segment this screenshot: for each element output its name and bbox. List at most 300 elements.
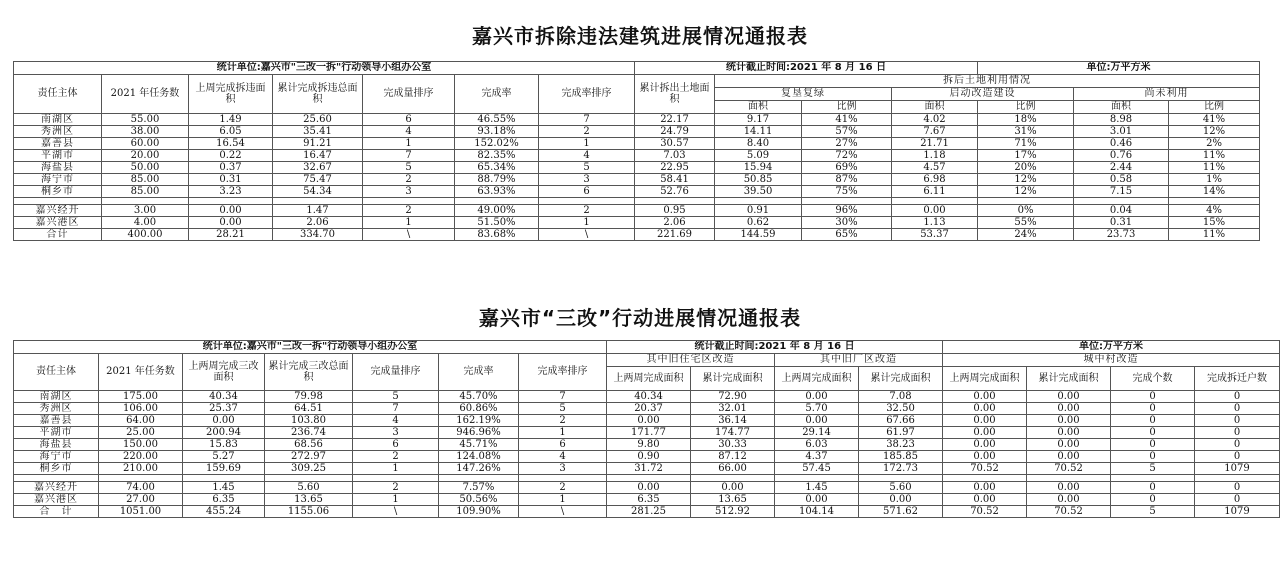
col-subject-header: 责任主体: [14, 75, 102, 114]
table-cell: 93.18%: [455, 126, 539, 138]
table-cell: 12%: [978, 174, 1074, 186]
table-cell: 0: [1195, 403, 1280, 415]
table-cell: 38.23: [859, 439, 943, 451]
table-cell: 0: [1195, 451, 1280, 463]
table-cell: 7.15: [1074, 186, 1169, 198]
table-cell: 18%: [978, 114, 1074, 126]
table-cell: 0.00: [943, 415, 1027, 427]
table-cell: 45.71%: [439, 439, 519, 451]
table-cell: 0: [1111, 451, 1195, 463]
table-cell: 1%: [1169, 174, 1260, 186]
table-cell: 0.04: [1074, 205, 1169, 217]
table-cell: 7: [353, 403, 439, 415]
reclaim-group-header: 复垦复绿: [715, 88, 892, 101]
table-cell: 221.69: [635, 229, 715, 241]
table-cell: 1: [539, 138, 635, 150]
table-cell: 2.06: [273, 217, 363, 229]
col-task-header: 2021 年任务数: [102, 75, 189, 114]
table-cell: 15.83: [183, 439, 265, 451]
table-cell: 0.00: [1027, 415, 1111, 427]
table-cell: 54.34: [273, 186, 363, 198]
table-cell: 0.00: [189, 217, 273, 229]
table-cell: 3: [353, 427, 439, 439]
table-cell: 0.00: [1027, 494, 1111, 506]
table-cell: 6.03: [775, 439, 859, 451]
row-subject-cell: 秀洲区: [14, 403, 99, 415]
table-cell: 27.00: [99, 494, 183, 506]
table-cell: 0.37: [189, 162, 273, 174]
table-cell: 0.00: [607, 415, 691, 427]
table-cell: 3.01: [1074, 126, 1169, 138]
table-cell: 55%: [978, 217, 1074, 229]
table-meta-row: [14, 62, 1260, 75]
table-cell: 5: [539, 162, 635, 174]
table-cell: 6.35: [183, 494, 265, 506]
table-cell: 71%: [978, 138, 1074, 150]
urban-village-group-header: 城中村改造: [943, 354, 1280, 367]
table-cell: 29.14: [775, 427, 859, 439]
table-cell: 53.37: [892, 229, 978, 241]
table-cell: 7: [363, 150, 455, 162]
col-last-two-weeks-header: 上两周完成三改面积: [183, 354, 265, 391]
table-cell: 46.55%: [455, 114, 539, 126]
table-cell: 0.00: [775, 391, 859, 403]
renovation-report-title: 嘉兴市“三改”行动进展情况通报表: [478, 306, 802, 330]
table-cell: 400.00: [102, 229, 189, 241]
row-subject-cell: 桐乡市: [14, 186, 102, 198]
statistics-unit: 统计单位:嘉兴市"三改一拆"行动领导小组办公室: [14, 341, 607, 354]
table-cell: 22.95: [635, 162, 715, 174]
table-row: [14, 463, 1280, 475]
table-cell: 4: [353, 415, 439, 427]
table-cell: 106.00: [99, 403, 183, 415]
table-cell: 1: [363, 138, 455, 150]
table-body-counties: [14, 391, 1280, 475]
table-cell: 0: [1195, 482, 1280, 494]
area-header: 面积: [1074, 101, 1169, 114]
row-subject-cell: 平湖市: [14, 427, 99, 439]
table-cell: 41%: [802, 114, 892, 126]
table-cell: \: [519, 506, 607, 518]
table-cell: 0.00: [1027, 482, 1111, 494]
table-cell: 4: [519, 451, 607, 463]
table-cell: 0.90: [607, 451, 691, 463]
ratio-header: 比例: [802, 101, 892, 114]
completed-households-header: 完成拆迁户数: [1195, 367, 1280, 391]
table-row: [14, 427, 1280, 439]
table-cell: 30%: [802, 217, 892, 229]
table-cell: 334.70: [273, 229, 363, 241]
table-cell: 66.00: [691, 463, 775, 475]
table-cell: 87.12: [691, 451, 775, 463]
table-cell: 70.52: [943, 506, 1027, 518]
table-cell: 49.00%: [455, 205, 539, 217]
table-cell: 3.23: [189, 186, 273, 198]
table-row: [14, 186, 1260, 198]
statistics-unit: 统计单位:嘉兴市"三改一拆"行动领导小组办公室: [14, 62, 635, 75]
table-cell: 0: [1195, 439, 1280, 451]
table-cell: 60.86%: [439, 403, 519, 415]
table-cell: 1079: [1195, 506, 1280, 518]
row-subject-cell: 海盐县: [14, 162, 102, 174]
table-cell: 2%: [1169, 138, 1260, 150]
table-cell: 0.00: [943, 403, 1027, 415]
table-cell: 1.13: [892, 217, 978, 229]
table-cell: 40.34: [183, 391, 265, 403]
table-cell: 5: [1111, 506, 1195, 518]
table-cell: 0.00: [859, 494, 943, 506]
table-body-zones-total: [14, 482, 1280, 518]
table-cell: 60.00: [102, 138, 189, 150]
table-cell: 1: [353, 463, 439, 475]
table-cell: 4%: [1169, 205, 1260, 217]
table-cell: 32.50: [859, 403, 943, 415]
table-cell: 1.47: [273, 205, 363, 217]
table-cell: 185.85: [859, 451, 943, 463]
table-cell: 162.19%: [439, 415, 519, 427]
table-cell: 20.37: [607, 403, 691, 415]
table-cell: 11%: [1169, 229, 1260, 241]
table-cell: 79.98: [265, 391, 353, 403]
table-cell: 0.31: [1074, 217, 1169, 229]
table-cell: 28.21: [189, 229, 273, 241]
row-subject-cell: 桐乡市: [14, 463, 99, 475]
table-cell: 0.58: [1074, 174, 1169, 186]
table-cell: 64.00: [99, 415, 183, 427]
table-cell: 1: [539, 217, 635, 229]
row-subject-cell: 南湖区: [14, 114, 102, 126]
table-cell: 159.69: [183, 463, 265, 475]
table-cell: 0.00: [607, 482, 691, 494]
table-cell: 455.24: [183, 506, 265, 518]
table-cell: 0.00: [943, 494, 1027, 506]
table-cell: 220.00: [99, 451, 183, 463]
col-last-week-header: 上周完成拆违面积: [189, 75, 273, 114]
table-row: [14, 415, 1280, 427]
table-cell: 0: [1111, 494, 1195, 506]
table-cell: 88.79%: [455, 174, 539, 186]
table-cell: 2: [363, 174, 455, 186]
table-cell: 6.98: [892, 174, 978, 186]
table-cell: 0: [1111, 391, 1195, 403]
table-cell: 6: [519, 439, 607, 451]
table-cell: 50.85: [715, 174, 802, 186]
table-cell: 2.06: [635, 217, 715, 229]
table-row: [14, 205, 1260, 217]
table-cell: 0.00: [943, 451, 1027, 463]
ratio-header: 比例: [978, 101, 1074, 114]
table-cell: 1155.06: [265, 506, 353, 518]
table-cell: 91.21: [273, 138, 363, 150]
table-cell: 0: [1195, 391, 1280, 403]
table-cell: 1.45: [183, 482, 265, 494]
table-row: [14, 439, 1280, 451]
prev-two-weeks-area-header: 上两周完成面积: [775, 367, 859, 391]
table-cell: 4: [539, 150, 635, 162]
table-cell: 210.00: [99, 463, 183, 475]
table-cell: 69%: [802, 162, 892, 174]
table-cell: 4.00: [102, 217, 189, 229]
table-cell: 82.35%: [455, 150, 539, 162]
table-cell: 13.65: [265, 494, 353, 506]
table-cell: 172.73: [859, 463, 943, 475]
table-row: [14, 506, 1280, 518]
table-cell: 6.35: [607, 494, 691, 506]
table-cell: 1: [363, 217, 455, 229]
table-cell: 109.90%: [439, 506, 519, 518]
table-cell: 70.52: [943, 463, 1027, 475]
unused-group-header: 尚未利用: [1074, 88, 1260, 101]
table-row: [14, 451, 1280, 463]
table-cell: 5: [353, 391, 439, 403]
table-cell: 16.54: [189, 138, 273, 150]
table-row: [14, 403, 1280, 415]
table-cell: 3: [539, 174, 635, 186]
table-cell: 0.00: [1027, 451, 1111, 463]
table-cell: 8.40: [715, 138, 802, 150]
area-header: 面积: [715, 101, 802, 114]
table-cell: 0: [1111, 415, 1195, 427]
table-cell: 0: [1195, 494, 1280, 506]
table-cell: 13.65: [691, 494, 775, 506]
table-cell: \: [363, 229, 455, 241]
table-cell: 0.00: [775, 415, 859, 427]
table-cell: 7: [519, 391, 607, 403]
table-cell: 104.14: [775, 506, 859, 518]
table-row: [14, 126, 1260, 138]
table-cell: 6.05: [189, 126, 273, 138]
table-row: [14, 138, 1260, 150]
table-cell: 9.80: [607, 439, 691, 451]
table-cell: 45.70%: [439, 391, 519, 403]
table-cell: 309.25: [265, 463, 353, 475]
table-cell: 41%: [1169, 114, 1260, 126]
table-cell: 25.00: [99, 427, 183, 439]
table-cell: 4.02: [892, 114, 978, 126]
col-task-header: 2021 年任务数: [99, 354, 183, 391]
table-cell: 0.62: [715, 217, 802, 229]
row-subject-cell: 南湖区: [14, 391, 99, 403]
table-cell: 24%: [978, 229, 1074, 241]
table-cell: 0: [1111, 427, 1195, 439]
table-cell: 1: [353, 494, 439, 506]
col-subject-header: 责任主体: [14, 354, 99, 391]
table-cell: 2.44: [1074, 162, 1169, 174]
cumulative-area-header: 累计完成面积: [691, 367, 775, 391]
table-cell: 11%: [1169, 162, 1260, 174]
table-cell: 74.00: [99, 482, 183, 494]
table-cell: 0: [1195, 415, 1280, 427]
old-residential-group-header: 其中旧住宅区改造: [607, 354, 775, 367]
table-cell: 25.60: [273, 114, 363, 126]
table-cell: 70.52: [1027, 463, 1111, 475]
table-cell: 236.74: [265, 427, 353, 439]
table-cell: 1.49: [189, 114, 273, 126]
table-cell: 147.26%: [439, 463, 519, 475]
table-cell: 12%: [1169, 126, 1260, 138]
row-subject-cell: 合 计: [14, 506, 99, 518]
table-cell: 5.70: [775, 403, 859, 415]
table-cell: 0.00: [691, 482, 775, 494]
table-cell: 2: [519, 482, 607, 494]
table-cell: 6: [363, 114, 455, 126]
table-cell: 5: [363, 162, 455, 174]
table-cell: 1051.00: [99, 506, 183, 518]
table-cell: 0.31: [189, 174, 273, 186]
table-row: [14, 150, 1260, 162]
table-cell: 75.47: [273, 174, 363, 186]
table-cell: 31%: [978, 126, 1074, 138]
table-cell: 0.00: [1027, 403, 1111, 415]
table-cell: 24.79: [635, 126, 715, 138]
row-subject-cell: 秀洲区: [14, 126, 102, 138]
table-body-counties: [14, 114, 1260, 198]
table-cell: 2: [353, 482, 439, 494]
table-cell: 0.00: [183, 415, 265, 427]
table-cell: 58.41: [635, 174, 715, 186]
table-cell: 20%: [978, 162, 1074, 174]
table-cell: 0.91: [715, 205, 802, 217]
table-cell: 5: [1111, 463, 1195, 475]
table-cell: 2: [539, 205, 635, 217]
header-row: [14, 354, 1280, 367]
table-cell: 174.77: [691, 427, 775, 439]
table-cell: 5.60: [265, 482, 353, 494]
table-cell: 8.98: [1074, 114, 1169, 126]
table-cell: 85.00: [102, 174, 189, 186]
table-cell: 12%: [978, 186, 1074, 198]
table-cell: 30.33: [691, 439, 775, 451]
row-subject-cell: 平湖市: [14, 150, 102, 162]
row-subject-cell: 嘉兴经开: [14, 482, 99, 494]
table-cell: 83.68%: [455, 229, 539, 241]
table-row: [14, 162, 1260, 174]
measurement-unit: 单位:万平方米: [978, 62, 1260, 75]
statistics-date: 统计截止时间:2021 年 8 月 16 日: [635, 62, 978, 75]
table-cell: 0.00: [1027, 427, 1111, 439]
col-rate-header: 完成率: [455, 75, 539, 114]
table-cell: 6: [539, 186, 635, 198]
renovation-progress-table: [13, 340, 1280, 518]
table-cell: 55.00: [102, 114, 189, 126]
table-cell: 38.00: [102, 126, 189, 138]
cumulative-area-header: 累计完成面积: [1027, 367, 1111, 391]
row-subject-cell: 嘉兴港区: [14, 217, 102, 229]
table-cell: 32.67: [273, 162, 363, 174]
table-row: [14, 482, 1280, 494]
table-cell: 0.22: [189, 150, 273, 162]
table-cell: 57%: [802, 126, 892, 138]
table-cell: 3: [363, 186, 455, 198]
table-cell: 3: [519, 463, 607, 475]
table-cell: 72%: [802, 150, 892, 162]
col-cumulative-header: 累计完成三改总面积: [265, 354, 353, 391]
header-row: [14, 75, 1260, 88]
table-cell: 0.00: [943, 482, 1027, 494]
table-cell: 1.18: [892, 150, 978, 162]
spacer-row: [14, 198, 1260, 205]
table-cell: 6: [353, 439, 439, 451]
table-cell: 96%: [802, 205, 892, 217]
table-cell: 50.00: [102, 162, 189, 174]
table-cell: 21.71: [892, 138, 978, 150]
table-cell: 7.03: [635, 150, 715, 162]
ratio-header: 比例: [1169, 101, 1260, 114]
prev-two-weeks-area-header: 上两周完成面积: [943, 367, 1027, 391]
table-cell: 70.52: [1027, 506, 1111, 518]
table-cell: 512.92: [691, 506, 775, 518]
table-cell: 571.62: [859, 506, 943, 518]
table-cell: 50.56%: [439, 494, 519, 506]
table-cell: 14%: [1169, 186, 1260, 198]
table-cell: 4.37: [775, 451, 859, 463]
table-cell: 946.96%: [439, 427, 519, 439]
row-subject-cell: 合计: [14, 229, 102, 241]
row-subject-cell: 嘉兴经开: [14, 205, 102, 217]
table-cell: 7.67: [892, 126, 978, 138]
row-subject-cell: 海宁市: [14, 451, 99, 463]
spacer-row: [14, 475, 1280, 482]
table-cell: 11%: [1169, 150, 1260, 162]
table-cell: 6.11: [892, 186, 978, 198]
table-cell: 20.00: [102, 150, 189, 162]
col-rank-amount-header: 完成量排序: [363, 75, 455, 114]
table-cell: 1: [519, 494, 607, 506]
table-cell: 281.25: [607, 506, 691, 518]
table-cell: 3.00: [102, 205, 189, 217]
table-cell: 7: [539, 114, 635, 126]
table-cell: 14.11: [715, 126, 802, 138]
table-cell: \: [539, 229, 635, 241]
row-subject-cell: 海宁市: [14, 174, 102, 186]
completed-count-header: 完成个数: [1111, 367, 1195, 391]
table-cell: 72.90: [691, 391, 775, 403]
table-cell: 57.45: [775, 463, 859, 475]
table-cell: 0: [1111, 403, 1195, 415]
table-cell: 39.50: [715, 186, 802, 198]
table-cell: 175.00: [99, 391, 183, 403]
table-cell: 4.57: [892, 162, 978, 174]
measurement-unit: 单位:万平方米: [943, 341, 1280, 354]
table-row: [14, 174, 1260, 186]
table-cell: 22.17: [635, 114, 715, 126]
table-cell: 36.14: [691, 415, 775, 427]
table-cell: 0.00: [189, 205, 273, 217]
table-cell: 2: [539, 126, 635, 138]
table-cell: 144.59: [715, 229, 802, 241]
table-cell: \: [353, 506, 439, 518]
table-cell: 0: [1111, 482, 1195, 494]
table-cell: 0.76: [1074, 150, 1169, 162]
col-cumulative-header: 累计完成拆违总面积: [273, 75, 363, 114]
table-cell: 17%: [978, 150, 1074, 162]
table-cell: 2: [353, 451, 439, 463]
table-cell: 68.56: [265, 439, 353, 451]
table-cell: 75%: [802, 186, 892, 198]
table-row: [14, 494, 1280, 506]
table-row: [14, 217, 1260, 229]
table-cell: 67.66: [859, 415, 943, 427]
table-cell: 2: [363, 205, 455, 217]
table-cell: 5.60: [859, 482, 943, 494]
table-cell: 16.47: [273, 150, 363, 162]
old-factory-group-header: 其中旧厂区改造: [775, 354, 943, 367]
table-cell: 35.41: [273, 126, 363, 138]
table-cell: 0: [1111, 439, 1195, 451]
table-cell: 5.09: [715, 150, 802, 162]
table-cell: 4: [363, 126, 455, 138]
table-cell: 152.02%: [455, 138, 539, 150]
